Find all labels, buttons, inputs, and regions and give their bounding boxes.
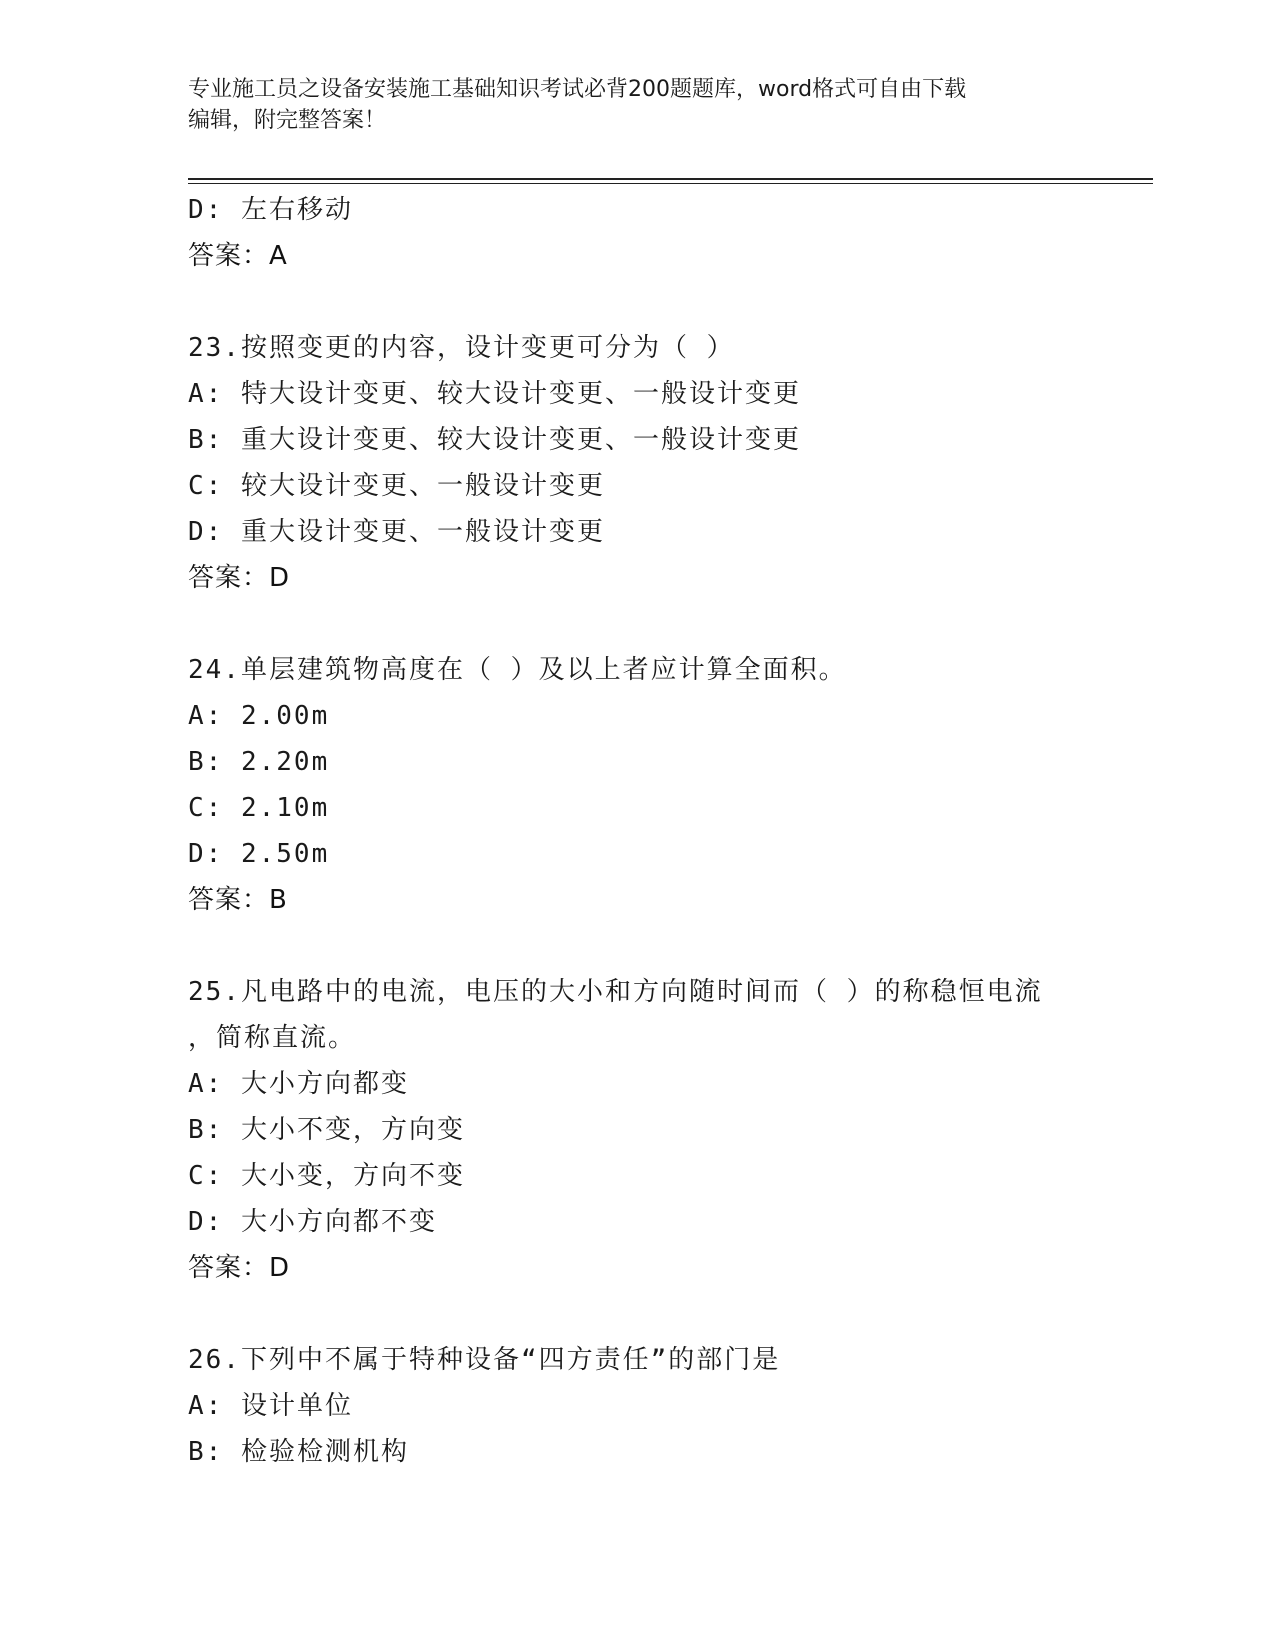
answer-line: 答案：A — [188, 241, 288, 271]
answer-line: 答案：D — [188, 563, 291, 593]
option-a: A: 设计单位 — [188, 1391, 353, 1421]
option-d: D: 2.50m — [188, 839, 330, 869]
header-title-line-1: 专业施工员之设备安装施工基础知识考试必背200题题库，word格式可自由下载 — [188, 77, 967, 102]
answer-line: 答案：B — [188, 885, 288, 915]
option-a: A: 2.00m — [188, 701, 330, 731]
option-d: D: 左右移动 — [188, 195, 353, 225]
option-a: A: 大小方向都变 — [188, 1069, 409, 1099]
question-title-line-1: 25.凡电路中的电流，电压的大小和方向随时间而（ ）的称稳恒电流 — [188, 977, 1043, 1007]
option-b: B: 大小不变，方向变 — [188, 1115, 465, 1145]
question-25 — [188, 969, 1088, 1291]
header-divider-thin — [188, 183, 1153, 184]
question-title: 26.下列中不属于特种设备“四方责任”的部门是 — [188, 1345, 781, 1375]
question-24 — [188, 647, 1088, 923]
option-b: B: 检验检测机构 — [188, 1437, 409, 1467]
question-title: 24.单层建筑物高度在（ ）及以上者应计算全面积。 — [188, 655, 847, 685]
option-d: D: 大小方向都不变 — [188, 1207, 437, 1237]
option-d: D: 重大设计变更、一般设计变更 — [188, 517, 605, 547]
question-title-line-2: ，简称直流。 — [188, 1023, 357, 1053]
previous-question-tail — [188, 187, 1088, 279]
header-divider-thick — [188, 178, 1153, 180]
header-title-line-2: 编辑，附完整答案！ — [188, 108, 387, 133]
answer-line: 答案：D — [188, 1253, 291, 1283]
question-title: 23.按照变更的内容，设计变更可分为（ ） — [188, 333, 735, 363]
option-c: C: 大小变，方向不变 — [188, 1161, 465, 1191]
option-a: A: 特大设计变更、较大设计变更、一般设计变更 — [188, 379, 801, 409]
option-c: C: 较大设计变更、一般设计变更 — [188, 471, 605, 501]
question-26 — [188, 1337, 1088, 1475]
option-b: B: 2.20m — [188, 747, 330, 777]
document-body — [188, 187, 1088, 1475]
option-c: C: 2.10m — [188, 793, 330, 823]
question-23 — [188, 325, 1088, 601]
option-b: B: 重大设计变更、较大设计变更、一般设计变更 — [188, 425, 801, 455]
document-header — [188, 74, 1088, 136]
